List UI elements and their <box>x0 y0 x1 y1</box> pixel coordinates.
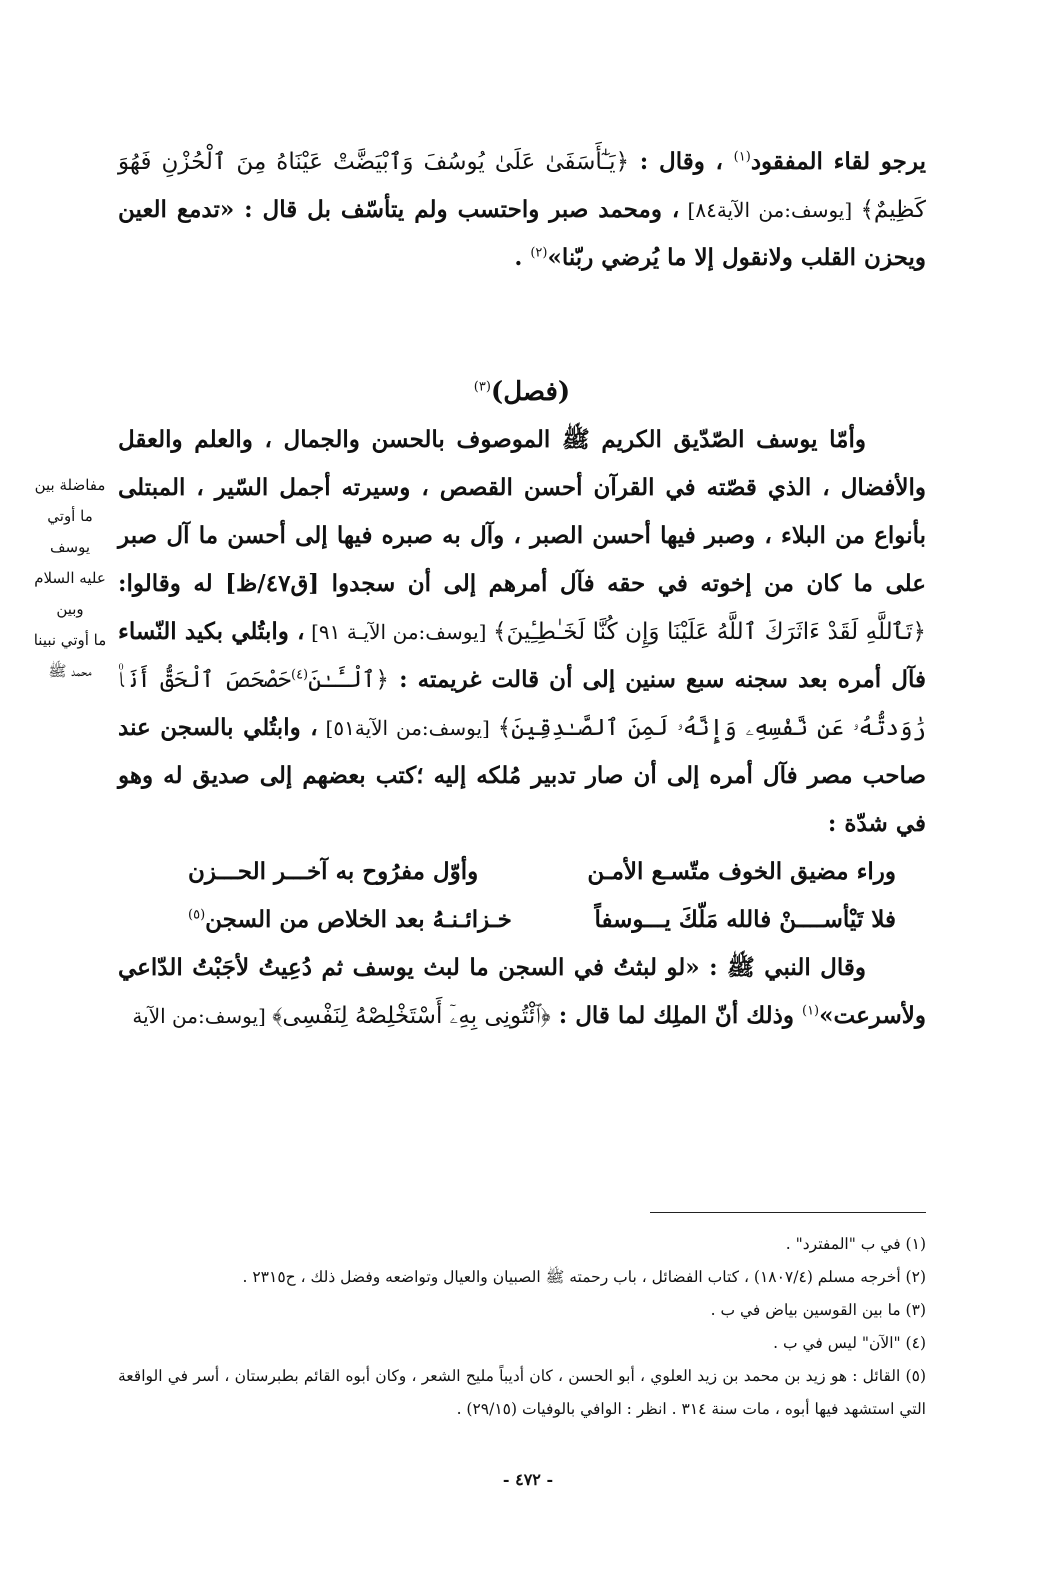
margin-note-line: عليه السلام وبين <box>34 569 106 618</box>
footnote-divider <box>650 1212 926 1213</box>
poem <box>118 848 926 944</box>
verse-reference: [يوسف:من الآية٨٤] <box>679 198 861 222</box>
paragraph-1 <box>118 138 926 282</box>
margin-note <box>20 470 120 687</box>
footnote: (٤) "الآن" ليس في ب . <box>773 1334 926 1352</box>
margin-note-line: محمد ﷺ <box>48 662 92 680</box>
section-title <box>118 368 926 416</box>
text-segment: يرجو لقاء المفقود <box>750 148 926 175</box>
footnote-marker: (٣) <box>473 379 491 395</box>
text-segment: . <box>514 244 531 271</box>
quran-verse: ﴿ٱلْـَٔـٰنَ <box>308 667 389 693</box>
margin-note-line: يوسف <box>49 538 91 556</box>
footnote-marker: (١) <box>733 149 751 165</box>
margin-note-line: ما أوتي نبينا <box>33 631 107 649</box>
main-text-block <box>118 138 926 1040</box>
verse-reference: [يوسف:من الآيـة ٩١] <box>304 620 494 644</box>
quran-verse: ﴿ٱئْتُونِى بِهِۦٓ أَسْتَخْلِصْهُ لِنَفْسِى﴾ <box>272 1003 551 1029</box>
footnote: (١) في ب "المفترد" . <box>785 1235 926 1253</box>
poem-hemistich-text: خـزائـنـهُ بعد الخلاص من السجن <box>205 906 512 933</box>
text-segment: وقال النبي ﷺ : «لو لبثتُ في السجن ما لبث يوسف ثم دُعِيتُ لأجَبْتُ الدّاعي ولأسرعت» <box>118 954 926 1029</box>
footnote: (٣) ما بين القوسين بياض في ب . <box>710 1301 926 1319</box>
paragraph-3 <box>118 944 926 1040</box>
text-segment: وذلك أنّ الملِك لما قال : <box>550 1002 802 1029</box>
margin-note-line: ما أوتي <box>47 507 93 525</box>
margin-note-line: مفاضلة بين <box>34 476 106 494</box>
footnote: (٢) أخرجه مسلم (١٨٠٧/٤) ، كتاب الفضائل ، باب رحمته ﷺ الصبيان والعيال وتواضعه وفضل ذلك ، ح٢٣١٥ . <box>242 1268 926 1286</box>
text-segment: ، وابتُلي بالسجن عند صاحب مصر فآل أمره إلى أن صار تدبير مُلكه إليه ؛كتب بعضهم إلى صديق له وهو في شدّة : <box>118 714 926 837</box>
verse-reference: [يوسف:من الآية٥١] <box>317 716 498 740</box>
footnote: (٥) القائل : هو زيد بن محمد بن زيد العلوي ، أبو الحسن ، كان أديباً مليح الشعر ، وكان أبوه القائم بطبرستان ، أسر في الواقعة التي استشهد فيها أبوه ، مات سنة ٣١٤ . انظر : الوافي بالوفيات (٢٩/١٥) . <box>118 1367 926 1418</box>
quran-verse: ﴿يَـٰٓأَسَفَىٰ عَلَىٰ يُوسُفَ وَٱبْيَضَّتْ عَيْنَاهُ مِنَ ٱلْحُزْنِ فَهُوَ كَظِيمٌ﴾ <box>118 149 926 223</box>
section-title-text: (فصل) <box>490 377 571 407</box>
poem-hemistich-second: وأوّل مفرُوح به آخـــر الحـــزن <box>188 858 479 885</box>
poem-hemistich-first: فلا تَيْأســــنْ فالله مَلّكَ يـــوسفاً <box>594 906 896 933</box>
footnote-marker: (٥) <box>188 907 206 923</box>
paragraph-2 <box>118 416 926 848</box>
text-segment: وأمّا يوسف الصّدّيق الكريم ﷺ الموصوف بالحسن والجمال ، والعلم والعقل والأفضال ، الذي قصّته في القرآن أحسن القصص ، وسيرته أجمل السّير ، المبتلى بأنواع من البلاء ، وصبر فيها أحسن الصبر ، وآل به صبره فيها إلى أحسن ما آل صبر على ما كان من إخوته في حقه فآل أمرهم إلى أن سجدوا [ق٤٧/ظ] له وقالوا: <box>118 426 926 597</box>
footnote-marker: (٤) <box>290 667 309 683</box>
text-segment: ، وابتُلي بكيد النّساء فآل أمره بعد سجنه سبع سنين إلى أن قالت غريمته : <box>118 618 926 693</box>
page-number: - ٤٧٢ - <box>502 1470 554 1489</box>
footnotes <box>118 1228 926 1426</box>
section-gap <box>118 282 926 368</box>
poem-hemistich-second <box>188 896 512 944</box>
poem-verse <box>118 848 926 896</box>
text-segment: ، وقال : <box>629 148 734 175</box>
footnote-marker: (١) <box>801 1003 820 1019</box>
quran-verse: ﴿تَٱللَّهِ لَقَدْ ءَاثَرَكَ ٱللَّهُ عَلَيْنَا وَإِن كُنَّا لَخَـٰطِـِٔينَ﴾ <box>493 619 926 645</box>
poem-verse <box>118 896 926 944</box>
poem-hemistich-first: وراء مضيق الخوف متّسـع الأمـن <box>587 858 896 885</box>
text-segment: ، ومحمد صبر واحتسب ولم يتأسّف بل قال : «تدمع العين ويحزن القلب ولانقول إلا ما يُرضي ربّنا» <box>118 196 926 271</box>
footnote-marker: (٢) <box>530 245 548 261</box>
quran-verse: حَصْحَصَ ٱلْحَقُّ أَنَا۠ رَٰوَدتُّهُۥ عَن نَّفْسِهِۦ وَإِنَّهُۥ لَمِنَ ٱلصَّـٰدِقِينَ﴾ <box>118 667 926 741</box>
verse-reference: [يوسف:من الآية <box>132 1004 273 1028</box>
